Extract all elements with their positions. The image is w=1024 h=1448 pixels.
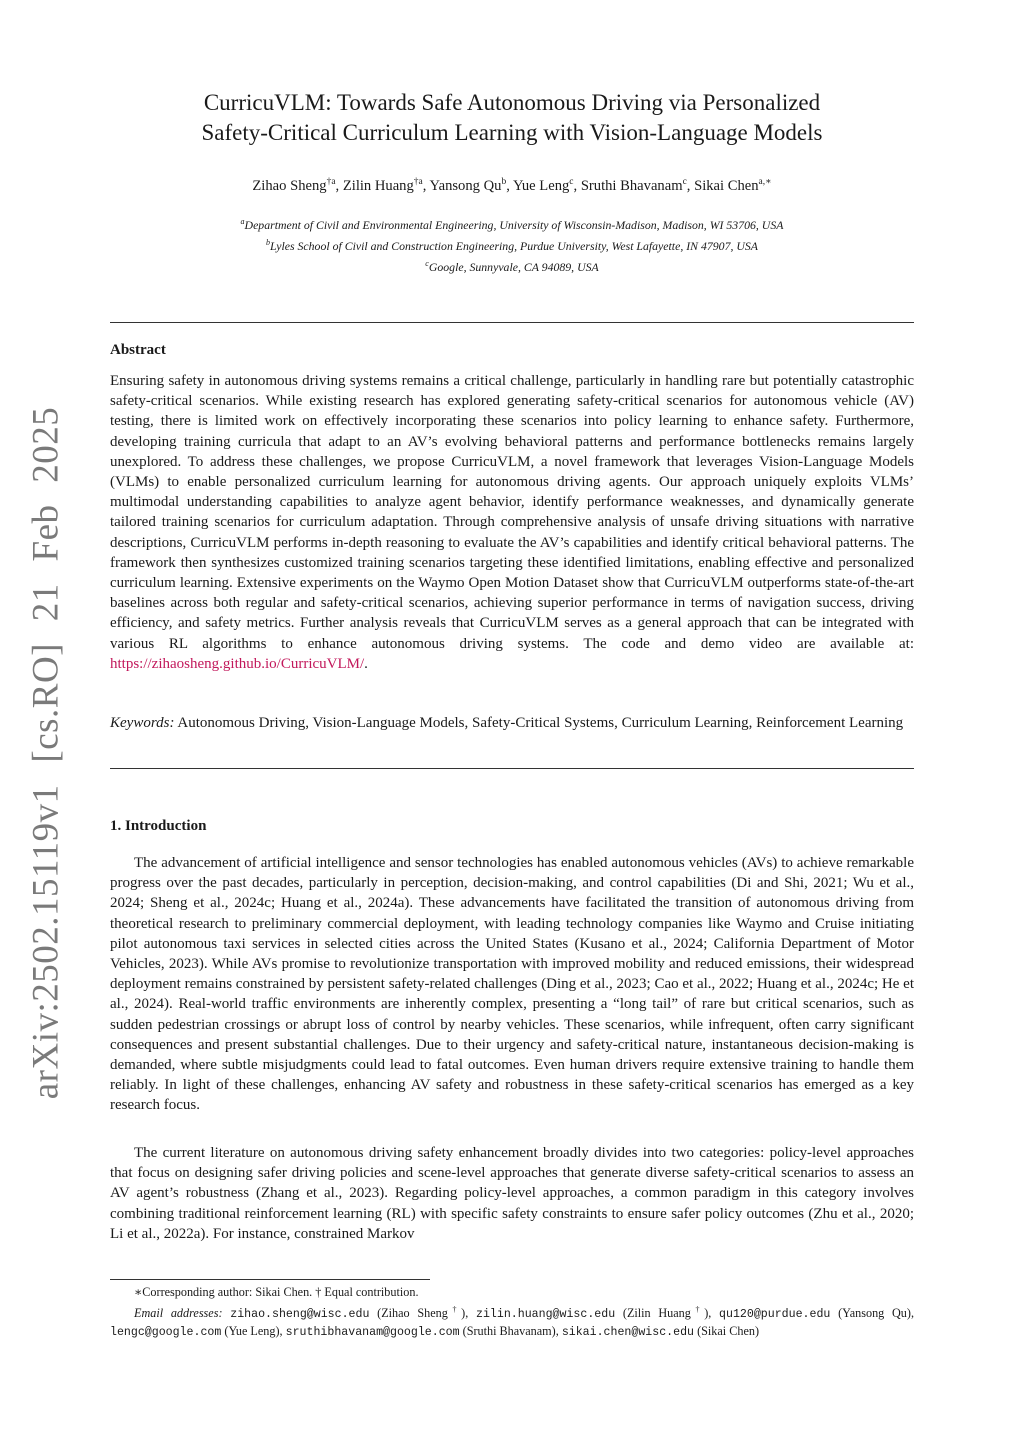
- author: [513, 178, 574, 194]
- footnote-rule: [110, 1279, 430, 1280]
- author-mark: c: [569, 177, 574, 187]
- author-mark: b: [501, 177, 507, 187]
- title-line-1: CurricuVLM: Towards Safe Autonomous Driving via Personalized: [203, 90, 821, 115]
- email-owner: Zilin Huang: [626, 1306, 691, 1321]
- project-link[interactable]: https://zihaosheng.github.io/CurricuVLM/: [110, 655, 365, 672]
- email-owner-mark: †: [690, 1305, 705, 1314]
- author-name: Zilin Huang: [342, 177, 414, 194]
- divider-top: [110, 322, 914, 323]
- abstract-tail: .: [364, 655, 368, 672]
- email-address[interactable]: zihao.sheng@wisc.edu: [230, 1308, 370, 1322]
- affiliation: [110, 213, 914, 234]
- introduction-paragraph-1: The advancement of artificial intelligence and sensor technologies has enabled autonomous vehicles (AVs) to achieve remarkable progress over the past decades, particularly in perception, decision-making, and control capabilities (Di and Shi, 2021; Wu et al., 2024; Sheng et al., 2024c; Huang et al., 2024a). These advancements have facilitated the transition of autonomous driving from theoretical research to preliminary commercial deployment, with leading technology companies like Waymo and Cruise initiating pilot autonomous taxi services in selected cities across the United States (Kusano et al., 2024; California Department of Motor Vehicles, 2023). While AVs promise to revolutionize transportation with improved mobility and reduced emissions, their widespread deployment remains constrained by persistent safety-related challenges (Ding et al., 2023; Cao et al., 2022; Huang et al., 2024c; He et al., 2024). Real-world traffic environments are inherently complex, presenting a “long tail” of rare but critical scenarios, such as sudden pedestrian crossings or abrupt loss of control by nearby vehicles. These scenarios, while infrequent, often carry significant consequences and present substantial challenges. Due to their urgency and safety-critical nature, instantaneous decision-making is demanded, where subtle misjudgments could lead to fatal outcomes. Even human drivers require extensive training to handle them reliably. In light of these challenges, enhancing AV safety and robustness in these safety-critical scenarios has emerged as a key research focus.: [110, 855, 914, 1114]
- email-owner: Yansong Qu: [842, 1306, 907, 1321]
- email-owner: Zihao Sheng: [381, 1306, 448, 1321]
- author-name: Yansong Qu: [429, 177, 502, 194]
- email-owner-mark: †: [447, 1305, 462, 1314]
- email-owner: Sruthi Bhavanam: [466, 1324, 552, 1339]
- paper-title: [110, 88, 914, 148]
- footnote-emails: Email addresses: zihao.sheng@wisc.edu (Zihao Sheng†), zilin.huang@wisc.edu (Zilin Huang†), qu120@purdue.edu (Yansong Qu), lengc@google.com (Yue Leng), sruthibhavanam@google.com (Sruthi Bhavanam), sikai.chen@wisc.edu (Sikai Chen): [110, 1305, 914, 1340]
- abstract-text: [110, 371, 914, 674]
- author: [694, 178, 772, 194]
- affiliation-mark: b: [266, 237, 271, 247]
- keywords-label: Keywords:: [110, 715, 175, 731]
- author-mark: †a: [326, 177, 336, 187]
- author: [430, 178, 507, 194]
- author-name: Sruthi Bhavanam: [580, 177, 683, 194]
- keywords-text: Autonomous Driving, Vision-Language Models, Safety-Critical Systems, Curriculum Learning, Reinforcement Learning: [177, 715, 904, 731]
- author-list: Zihao Sheng$^{\dagger a}$, Zilin Huang$^{\dagger a}$, Yansong Qu$^b$, Yue Leng$^c$, Sruthi Bhavanam$^c$, Sikai Chen$^{a,∗}$: [252, 177, 772, 194]
- author-name: Yue Leng: [512, 177, 570, 194]
- email-address[interactable]: sruthibhavanam@google.com: [285, 1326, 460, 1340]
- author-name: Sikai Chen: [694, 177, 759, 194]
- affiliation-text: Google, Sunnyvale, CA 94089, USA: [428, 259, 599, 274]
- divider-bottom: [110, 768, 914, 769]
- author-mark: c: [682, 177, 687, 187]
- author: [252, 178, 335, 194]
- email-owner: Yue Leng: [228, 1324, 276, 1339]
- footnotes: [110, 1284, 914, 1341]
- introduction-paragraph-2: The current literature on autonomous driving safety enhancement broadly divides into two categories: policy-level approaches that focus on designing safer driving policies and scene-level approaches that generate diverse safety-critical scenarios to assess an AV agent’s robustness (Zhang et al., 2023). Regarding policy-level approaches, a common paradigm in this category involves combining traditional reinforcement learning (RL) with specific safety constraints to ensure safer policy outcomes (Zhu et al., 2020; Li et al., 2022a). For instance, constrained Markov: [110, 1145, 914, 1242]
- author-mark: a,∗: [758, 177, 772, 187]
- email-address[interactable]: lengc@google.com: [110, 1326, 222, 1340]
- email-address[interactable]: zilin.huang@wisc.edu: [476, 1308, 616, 1322]
- affiliation-mark: c: [425, 258, 429, 268]
- abstract-body: Ensuring safety in autonomous driving systems remains a critical challenge, particularly in handling rare but potentially catastrophic safety-critical scenarios. While existing research has explored generating safety-critical scenarios for autonomous vehicle (AV) testing, there is limited work on effectively incorporating these scenarios into policy learning to enhance safety. Furthermore, developing training curricula that adapt to an AV’s evolving behavioral patterns and performance bottlenecks remains largely unexplored. To address these challenges, we propose CurricuVLM, a novel framework that leverages Vision-Language Models (VLMs) to enable personalized curriculum learning for autonomous driving agents. Our approach uniquely exploits VLMs’ multimodal understanding capabilities to analyze agent behavior, identify performance weaknesses, and dynamically generate tailored training scenarios for curriculum adaptation. Through comprehensive analysis of unsafe driving situations with narrative descriptions, CurricuVLM performs in-depth reasoning to evaluate the AV’s capabilities and identify critical behavioral patterns. The framework then synthesizes customized training scenarios targeting these identified limitations, enabling effective and personalized curriculum learning. Extensive experiments on the Waymo Open Motion Dataset show that CurricuVLM outperforms state-of-the-art baselines across both regular and safety-critical scenarios, achieving superior performance in terms of navigation success, driving efficiency, and safety metrics. Further analysis reveals that CurricuVLM serves as a general approach that can be integrated with various RL algorithms to enhance autonomous driving systems. The code and demo video are available at:: [110, 373, 914, 652]
- affiliation: [110, 234, 914, 255]
- arxiv-identifier: arXiv:2502.15119v1 [cs.RO] 21 Feb 2025: [25, 406, 67, 1100]
- introduction-heading: 1. Introduction: [110, 818, 207, 834]
- affiliation-text: Lyles School of Civil and Construction Engineering, Purdue University, West Lafayette, IN 47907, USA: [270, 238, 758, 253]
- author: [343, 178, 423, 194]
- arxiv-sidebar: [14, 406, 78, 1100]
- email-address[interactable]: qu120@purdue.edu: [719, 1308, 831, 1322]
- author-name: Zihao Sheng: [252, 177, 327, 194]
- affiliation-text: Department of Civil and Environmental Engineering, University of Wisconsin-Madison, Madison, WI 53706, USA: [244, 217, 784, 232]
- author-mark: †a: [413, 177, 423, 187]
- affiliation-list: [110, 213, 914, 276]
- footnote-corresponding: ∗Corresponding author: Sikai Chen. † Equal contribution.: [134, 1285, 419, 1299]
- email-owner: Sikai Chen: [701, 1324, 755, 1339]
- email-address[interactable]: sikai.chen@wisc.edu: [561, 1326, 695, 1340]
- keywords: [110, 713, 914, 733]
- affiliation: [110, 255, 914, 276]
- abstract-heading: Abstract: [110, 342, 166, 358]
- email-label: Email addresses:: [134, 1306, 223, 1321]
- author: [581, 178, 687, 194]
- affiliation-mark: a: [240, 217, 245, 226]
- title-line-2: Safety-Critical Curriculum Learning with Vision-Language Models: [201, 120, 823, 145]
